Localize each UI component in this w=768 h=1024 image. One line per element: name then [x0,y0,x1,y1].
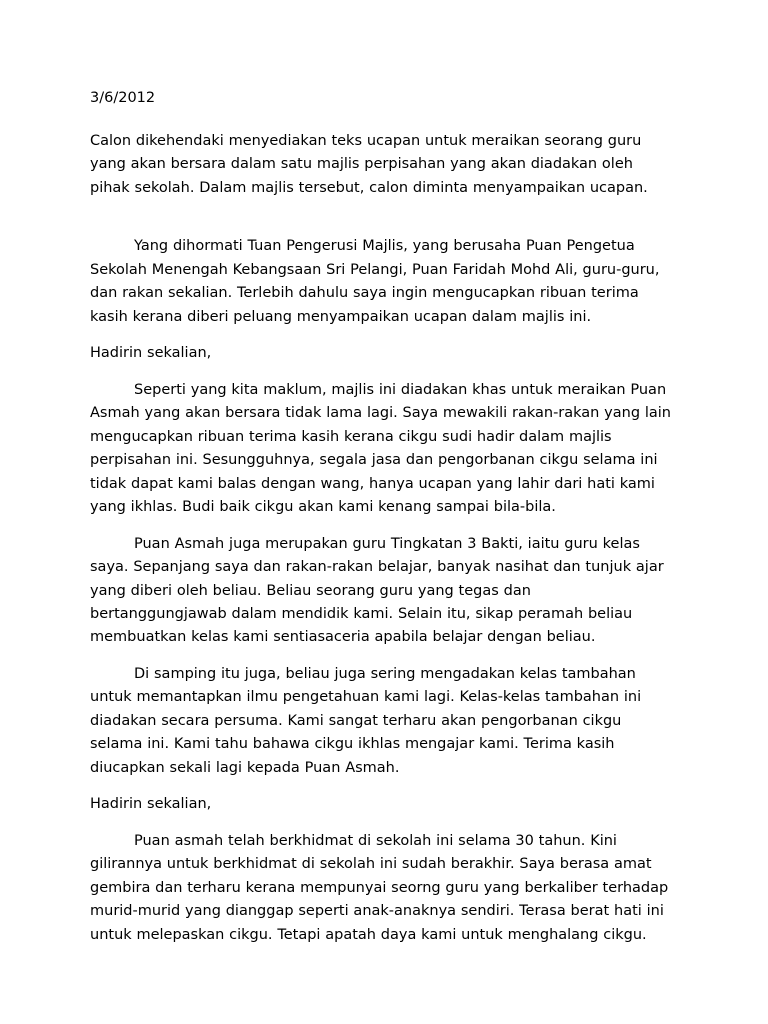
paragraph-address-2: Hadirin sekalian, [90,796,212,813]
section-spacer [90,213,672,235]
paragraph-address-1: Hadirin sekalian, [90,345,212,362]
paragraph-body-1: Seperti yang kita maklum, majlis ini diadakan khas untuk meraikan Puan Asmah yang akan bersara tidak lama lagi. Saya mewakili rakan-rakan yang lain mengucapkan ribuan terima kasih kerana cikgu sudi hadir dalam majlis perpisahan ini. Sesungguhnya, segala jasa dan pengorbanan cikgu selama ini tidak dapat kami balas dengan wang, hanya ucapan yang lahir dari hati kami yang ikhlas. Budi baik cikgu akan kami kenang sampai bila-bila. [90,381,671,516]
paragraph-salutation: Yang dihormati Tuan Pengerusi Majlis, yang berusaha Puan Pengetua Sekolah Menengah Kebangsaan Sri Pelangi, Puan Faridah Mohd Ali, guru-guru, dan rakan sekalian. Terlebih dahulu saya ingin mengucapkan ribuan terima kasih kerana diberi peluang menyampaikan ucapan dalam majlis ini. [90,238,660,325]
task-prompt: Calon dikehendaki menyediakan teks ucapan untuk meraikan seorang guru yang akan bersara dalam satu majlis perpisahan yang akan diadakan oleh pihak sekolah. Dalam majlis tersebut, calon diminta menyampaikan ucapan. [90,132,648,196]
document-date: 3/6/2012 [90,90,156,106]
paragraph-body-2: Puan Asmah juga merupakan guru Tingkatan 3 Bakti, iaitu guru kelas saya. Sepanjang saya dan rakan-rakan belajar, banyak nasihat dan tunjuk ajar yang diberi oleh beliau. Beliau seorang guru yang tegas dan bertanggungjawab dalam mendidik kami. Selain itu, sikap peramah beliau membuatkan kelas kami sentiasaceria apabila belajar dengan beliau. [90,535,664,646]
paragraph-body-3: Di samping itu juga, beliau juga sering mengadakan kelas tambahan untuk memantapkan ilmu pengetahuan kami lagi. Kelas-kelas tambahan ini diadakan secara persuma. Kami sangat terharu akan pengorbanan cikgu selama ini. Kami tahu bahawa cikgu ikhlas mengajar kami. Terima kasih diucapkan sekali lagi kepada Puan Asmah. [90,665,642,776]
paragraph-body-4: Puan asmah telah berkhidmat di sekolah ini selama 30 tahun. Kini gilirannya untuk berkhidmat di sekolah ini sudah berakhir. Saya berasa amat gembira dan terharu kerana mempunyai seorng guru yang berkaliber terhadap murid-murid yang dianggap seperti anak-anaknya sendiri. Terasa berat hati ini untuk melepaskan cikgu. Tetapi apatah daya kami untuk menghalang cikgu. [90,832,669,943]
